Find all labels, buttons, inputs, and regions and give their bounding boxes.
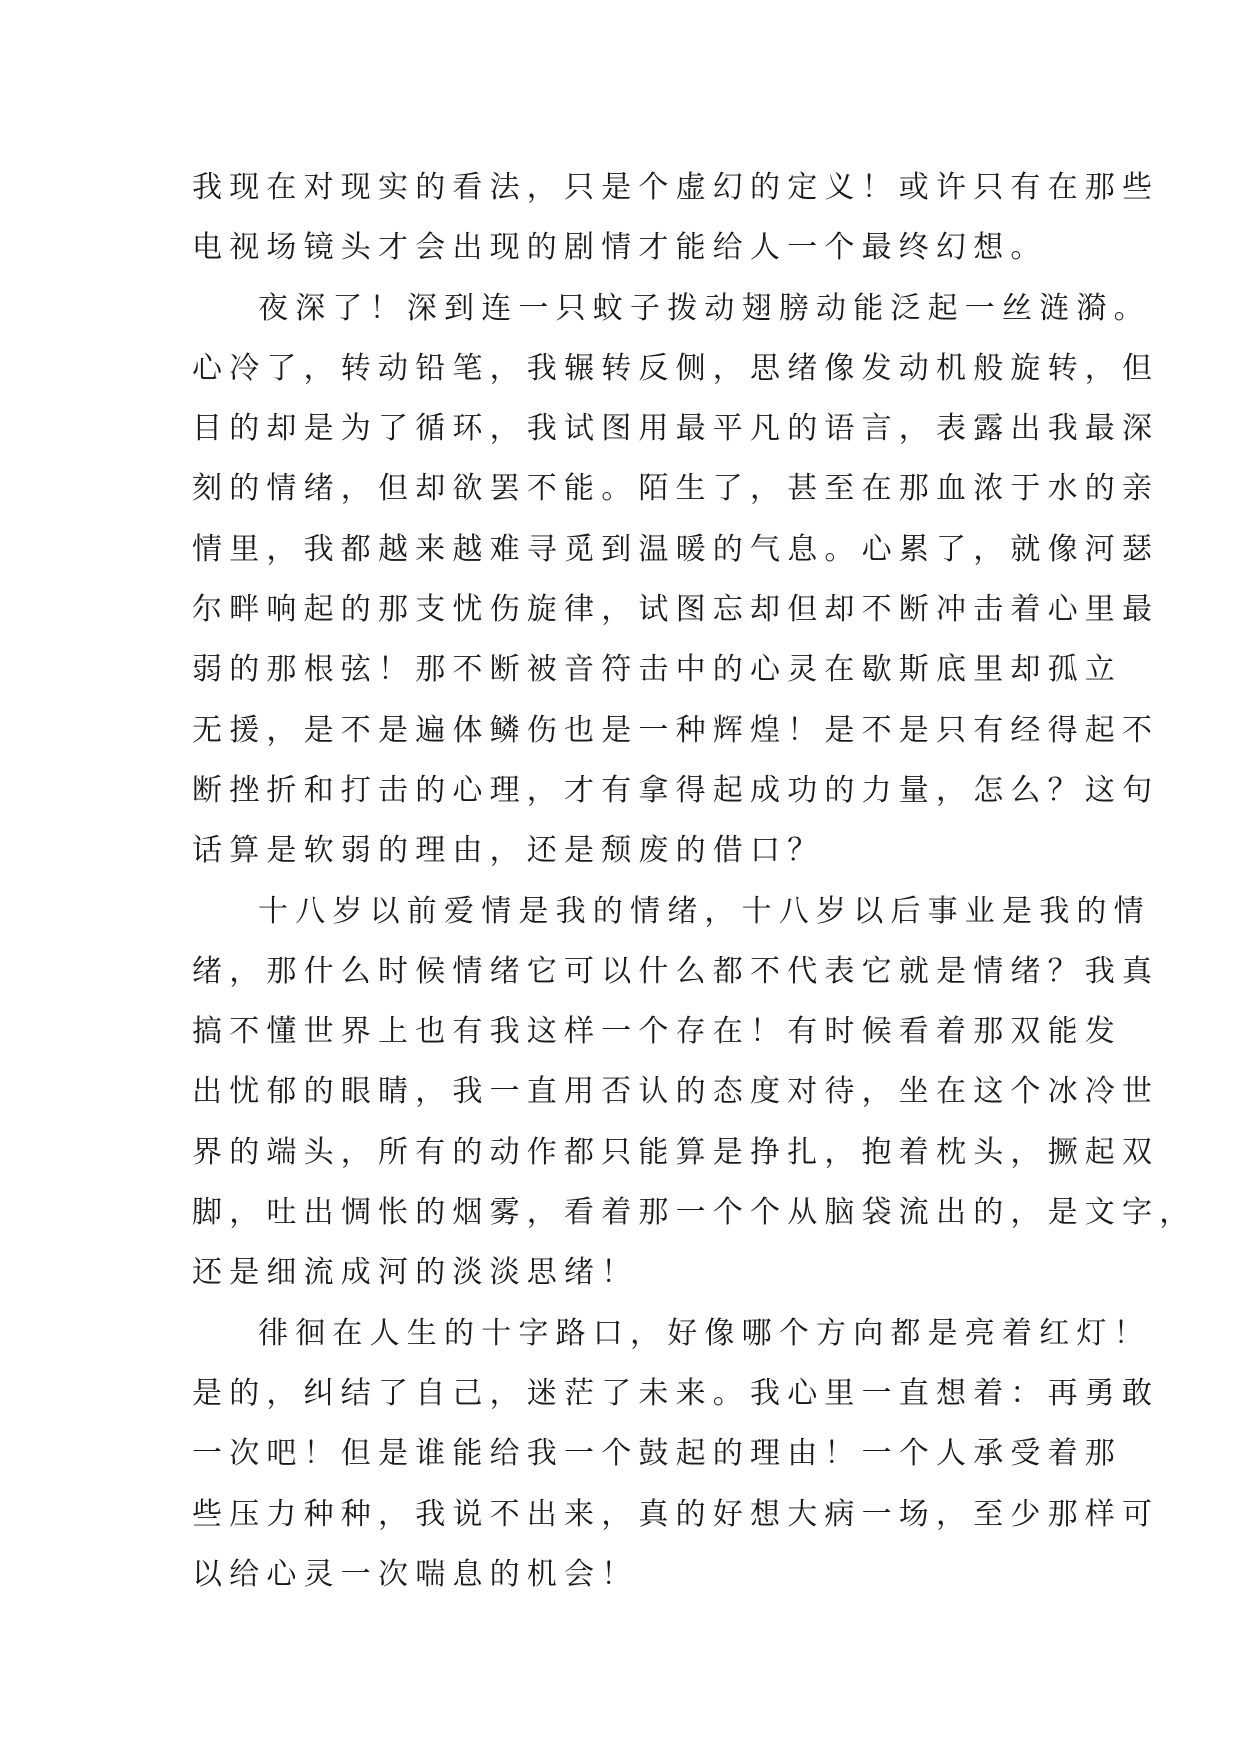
text-line: 情里，我都越来越难寻觅到温暖的气息。心累了，就像河瑟 — [192, 531, 1160, 567]
paragraph-first-line: 夜深了！深到连一只蚊子拨动翅膀动能泛起一丝涟漪。 — [258, 290, 1151, 326]
text-line: 目的却是为了循环，我试图用最平凡的语言，表露出我最深 — [192, 411, 1160, 447]
text-line: 一次吧！但是谁能给我一个鼓起的理由！一个人承受着那 — [192, 1436, 1122, 1472]
paragraph-first-line: 徘徊在人生的十字路口，好像哪个方向都是亮着红灯！ — [258, 1315, 1151, 1351]
text-line: 无援，是不是遍体鳞伤也是一种辉煌！是不是只有经得起不 — [192, 712, 1160, 748]
text-line: 断挫折和打击的心理，才有拿得起成功的力量，怎么？这句 — [192, 772, 1160, 808]
text-line: 心冷了，转动铅笔，我辗转反侧，思绪像发动机般旋转，但 — [192, 350, 1160, 386]
paragraph-first-line: 十八岁以前爱情是我的情绪，十八岁以后事业是我的情 — [258, 893, 1151, 929]
text-line: 界的端头，所有的动作都只能算是挣扎，抱着枕头，撅起双 — [192, 1134, 1160, 1170]
text-line: 绪，那什么时候情绪它可以什么都不代表它就是情绪？我真 — [192, 953, 1160, 989]
text-line: 出忧郁的眼睛，我一直用否认的态度对待，坐在这个冰冷世 — [192, 1074, 1160, 1110]
text-line: 我现在对现实的看法，只是个虚幻的定义！或许只有在那些 — [192, 170, 1160, 205]
text-line: 还是细流成河的淡淡思绪！ — [192, 1255, 639, 1291]
text-line: 话算是软弱的理由，还是颓废的借口？ — [192, 833, 825, 869]
text-line: 电视场镜头才会出现的剧情才能给人一个最终幻想。 — [192, 230, 1048, 266]
text-line: 脚，吐出惆怅的烟雾，看着那一个个从脑袋流出的，是文字， — [192, 1195, 1197, 1231]
text-line: 以给心灵一次喘息的机会！ — [192, 1556, 639, 1592]
text-line: 搞不懂世界上也有我这样一个存在！有时候看着那双能发 — [192, 1014, 1122, 1050]
body-text — [192, 158, 1197, 1605]
text-line: 尔畔响起的那支忧伤旋律，试图忘却但却不断冲击着心里最 — [192, 592, 1160, 628]
text-line: 是的，纠结了自己，迷茫了未来。我心里一直想着：再勇敢 — [192, 1375, 1160, 1411]
text-line: 弱的那根弦！那不断被音符击中的心灵在歇斯底里却孤立 — [192, 652, 1122, 688]
text-line: 刻的情绪，但却欲罢不能。陌生了，甚至在那血浓于水的亲 — [192, 471, 1160, 507]
text-line: 些压力种种，我说不出来，真的好想大病一场，至少那样可 — [192, 1496, 1160, 1532]
